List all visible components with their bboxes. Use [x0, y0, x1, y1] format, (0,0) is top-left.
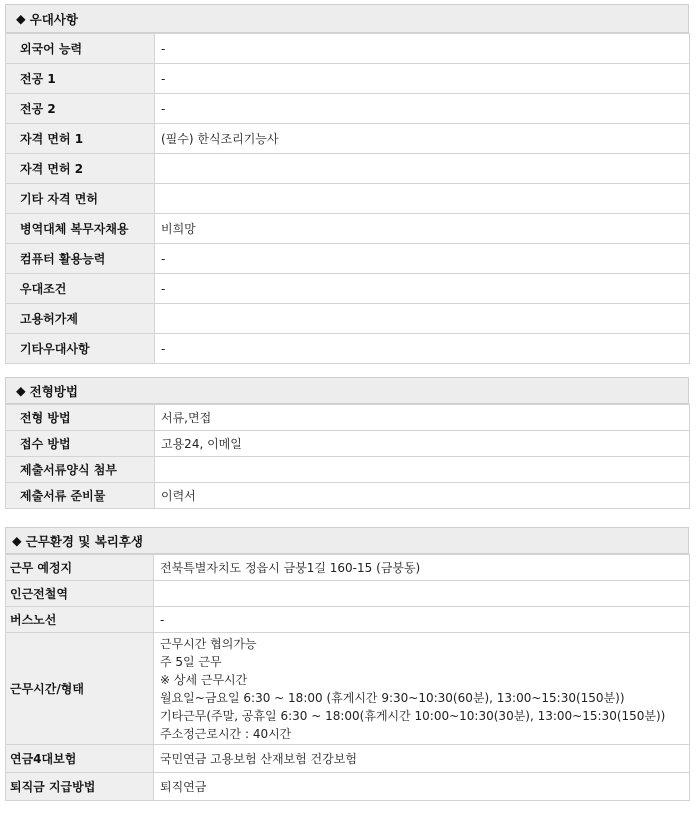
work-hours-value	[154, 633, 690, 745]
row-value	[154, 581, 690, 607]
row-value: -	[155, 334, 690, 364]
row-label: 고용허가제	[6, 304, 155, 334]
row-label: 컴퓨터 활용능력	[6, 244, 155, 274]
row-label: 접수 방법	[6, 431, 155, 457]
work-hours-line: 월요일~금요일 6:30 ~ 18:00 (휴게시간 9:30~10:30(60분), 13:00~15:30(150분))	[160, 690, 625, 705]
row-value: -	[154, 607, 690, 633]
row-label: 버스노선	[6, 607, 154, 633]
work-environment-section	[5, 527, 689, 801]
table-row	[6, 555, 690, 581]
section-header	[5, 4, 689, 33]
table-row	[6, 124, 690, 154]
row-value	[155, 184, 690, 214]
row-value: (필수) 한식조리기능사	[155, 124, 690, 154]
row-value: 고용24, 이메일	[155, 431, 690, 457]
section-header	[5, 527, 689, 554]
table-row	[6, 431, 690, 457]
row-value: 국민연금 고용보험 산재보험 건강보험	[154, 745, 690, 773]
table-row	[6, 334, 690, 364]
diamond-icon: ◆	[12, 533, 22, 548]
work-hours-line: 기타근무(주말, 공휴일 6:30 ~ 18:00(휴게시간 10:00~10:30(30분), 13:00~15:30(150분))	[160, 708, 666, 723]
table-row	[6, 64, 690, 94]
row-label: 자격 면허 2	[6, 154, 155, 184]
row-label: 우대조건	[6, 274, 155, 304]
row-label: 근무 예정지	[6, 555, 154, 581]
work-environment-table	[5, 554, 690, 801]
row-value: -	[155, 274, 690, 304]
table-row	[6, 94, 690, 124]
preference-section	[5, 4, 689, 364]
table-row	[6, 633, 690, 745]
table-row	[6, 274, 690, 304]
diamond-icon: ◆	[16, 383, 26, 398]
row-value: 이력서	[155, 483, 690, 509]
row-label: 제출서류 준비물	[6, 483, 155, 509]
table-row	[6, 214, 690, 244]
table-row	[6, 581, 690, 607]
table-row	[6, 304, 690, 334]
section-title: 우대사항	[29, 11, 78, 27]
row-value: -	[155, 64, 690, 94]
table-row	[6, 154, 690, 184]
section-header	[5, 377, 689, 404]
row-label: 기타우대사항	[6, 334, 155, 364]
table-row	[6, 483, 690, 509]
row-label: 전공 1	[6, 64, 155, 94]
diamond-icon: ◆	[16, 11, 26, 26]
row-label: 제출서류양식 첨부	[6, 457, 155, 483]
row-label: 전공 2	[6, 94, 155, 124]
row-label: 전형 방법	[6, 405, 155, 431]
row-value: -	[155, 34, 690, 64]
row-value: 전북특별자치도 정읍시 금붕1길 160-15 (금붕동)	[154, 555, 690, 581]
row-value	[155, 304, 690, 334]
table-row	[6, 184, 690, 214]
work-hours-line: 주 5일 근무	[160, 654, 222, 669]
row-value: 퇴직연금	[154, 773, 690, 801]
row-label: 퇴직금 지급방법	[6, 773, 154, 801]
table-row	[6, 405, 690, 431]
table-row	[6, 607, 690, 633]
row-label: 외국어 능력	[6, 34, 155, 64]
row-label: 근무시간/형태	[6, 633, 154, 745]
row-label: 연금4대보험	[6, 745, 154, 773]
row-label: 병역대체 복무자채용	[6, 214, 155, 244]
row-value	[155, 457, 690, 483]
row-value	[155, 154, 690, 184]
row-value: -	[155, 244, 690, 274]
table-row	[6, 457, 690, 483]
row-value: 서류,면접	[155, 405, 690, 431]
selection-method-section	[5, 377, 689, 509]
row-value: -	[155, 94, 690, 124]
section-title: 전형방법	[29, 383, 78, 399]
work-hours-line: ※ 상세 근무시간	[160, 672, 248, 687]
table-row	[6, 34, 690, 64]
row-label: 자격 면허 1	[6, 124, 155, 154]
table-row	[6, 745, 690, 773]
row-label: 기타 자격 면허	[6, 184, 155, 214]
selection-method-table	[5, 404, 690, 509]
row-label: 인근전철역	[6, 581, 154, 607]
section-title: 근무환경 및 복리후생	[25, 533, 144, 549]
row-value: 비희망	[155, 214, 690, 244]
preference-table	[5, 33, 690, 364]
table-row	[6, 773, 690, 801]
table-row	[6, 244, 690, 274]
work-hours-line: 근무시간 협의가능	[160, 636, 257, 651]
work-hours-line: 주소정근로시간 : 40시간	[160, 726, 292, 741]
